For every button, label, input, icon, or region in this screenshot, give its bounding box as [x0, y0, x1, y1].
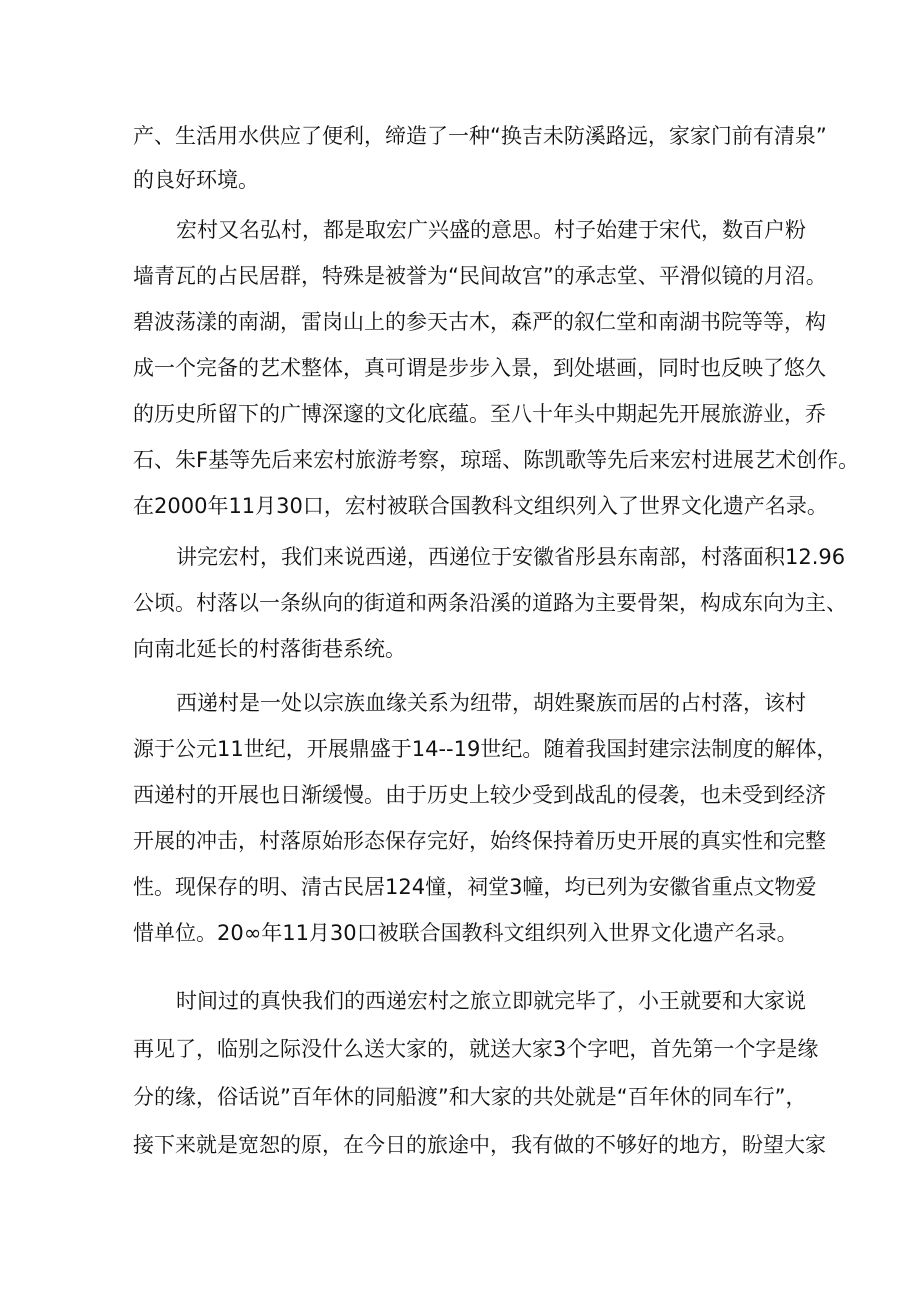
paragraph-5-line-4: 接下来就是宽恕的原，在今日的旅途中，我有做的不够好的地方，盼望大家 — [133, 1133, 826, 1157]
paragraph-3-line-3: 向南北延长的村落街巷系统。 — [133, 637, 406, 661]
paragraph-5-line-1: 时间过的真快我们的西递宏村之旅立即就完毕了，小王就要和大家说 — [176, 989, 806, 1013]
paragraph-4-line-5: 性。现保存的明、清古民居124憧，祠堂3幢，均已列为安徽省重点文物爱 — [133, 875, 817, 899]
paragraph-4-line-6: 惜单位。20∞年11月30口被联合国教科文组织列入世界文化遗产名录。 — [133, 921, 798, 945]
paragraph-1-line-1: 产、生活用水供应了便利，缔造了一种“换吉未防溪路远，家家门前有清泉” — [133, 124, 827, 148]
paragraph-5-line-2: 再见了，临别之际没什么送大家的，就送大家3个字吧，首先第一个字是缘 — [133, 1037, 819, 1061]
paragraph-4-line-4: 开展的冲击，村落原始形态保存完好，始终保持着历史开展的真实性和完整 — [133, 829, 826, 853]
paragraph-2-line-3: 碧波荡漾的南湖，雷岗山上的参天古木，森严的叙仁堂和南湖书院等等，构 — [133, 310, 826, 334]
paragraph-2-line-2: 墙青瓦的占民居群，特殊是被誉为“民间故宫”的承志堂、平滑似镜的月沼。 — [133, 264, 827, 288]
paragraph-5-line-3: 分的缘，俗话说”百年休的同船渡”和大家的共处就是“百年休的同车行”， — [133, 1085, 807, 1109]
paragraph-3-line-1: 讲完宏村，我们来说西递，西递位于安徽省彤县东南部，村落面积12.96 — [176, 545, 846, 569]
paragraph-1-line-2: 的良好环境。 — [133, 168, 259, 192]
paragraph-2-line-7: 在2000年11月30口，宏村被联合国教科文组织列入了世界文化遗产名录。 — [133, 494, 828, 518]
paragraph-2-line-5: 的历史所留下的广博深邃的文化底蕴。至八十年头中期起先开展旅游业，乔 — [133, 402, 826, 426]
paragraph-4-line-1: 西递村是一处以宗族血缘关系为纽带，胡姓聚族而居的占村落，该村 — [176, 691, 806, 715]
paragraph-4-line-3: 西递村的开展也日渐缓慢。由于历史上较少受到战乱的侵袭，也未受到经济 — [133, 783, 826, 807]
paragraph-2-line-4: 成一个完备的艺术整体，真可谓是步步入景，到处堪画，同时也反映了悠久 — [133, 356, 826, 380]
paragraph-2-line-6: 石、朱F基等先后来宏村旅游考察，琼瑶、陈凯歌等先后来宏村进展艺术创作。 — [133, 448, 860, 472]
paragraph-3-line-2: 公顷。村落以一条纵向的街道和两条沿溪的道路为主要骨架，构成东向为主、 — [133, 591, 847, 615]
paragraph-2-line-1: 宏村又名弘村，都是取宏广兴盛的意思。村子始建于宋代，数百户粉 — [176, 218, 806, 242]
paragraph-4-line-2: 源于公元11世纪，开展鼎盛于14--19世纪。随着我国封建宗法制度的解体， — [133, 737, 838, 761]
